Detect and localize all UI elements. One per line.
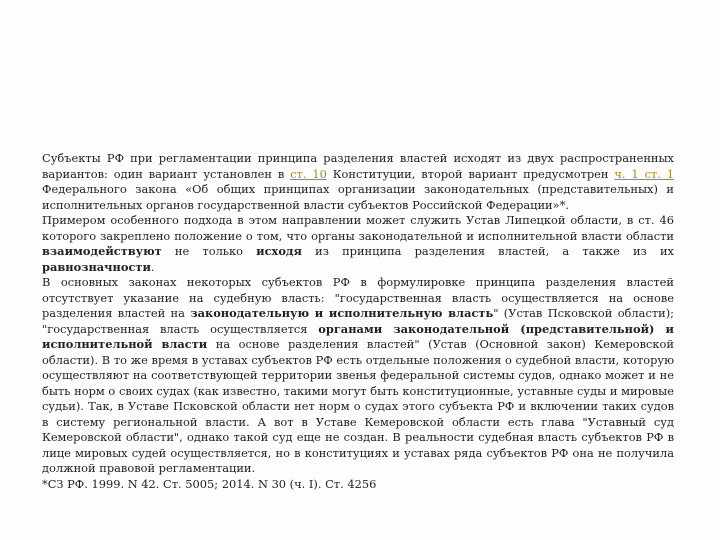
text-body <box>42 151 674 492</box>
paragraph-3 <box>42 275 674 477</box>
p2-bold-3: равнозначности <box>42 259 151 274</box>
p3-bold-2: органами законодательной (представительной) и исполнительной власти <box>42 321 674 351</box>
p3-text-c: на основе разделения властей" (Устав (Основной закон) Кемеровской области). В то же время в уставах субъектов РФ есть отдельные положения о судебной власти, которую осуществляют на соответствующей территории звенья федеральной системы судов, однако может и не быть норм о своих судах (как известно, такими могут быть конституционные, уставные суды и мировые судьи). Так, в Уставе Псковской области нет норм о судах этого субъекта РФ и включении таких судов в систему региональной власти. А вот в Уставе Кемеровской области есть глава "Уставный суд Кемеровской области", однако такой суд еще не создан. В реальности судебная власть субъектов РФ в лице мировых судей осуществляется, но в конституциях и уставах ряда субъектов РФ она не получила должной правовой регламентации. <box>42 337 674 475</box>
p2-text-d: . <box>150 259 155 274</box>
p3-text-a: В основных законах некоторых субъектов РФ в формулировке принципа разделения властей отсутствует указание на судебную власть: "государственная власть осуществляется на основе разделения властей на <box>42 275 674 320</box>
p2-text-a: Примером особенного подхода в этом направлении может служить Устав Липецкой области, в ст. 46 которого закреплено положение о том, что органы законодательной и исполнительной власти области <box>42 213 674 243</box>
paragraph-1 <box>42 151 674 213</box>
p3-bold-1: законодательную и исполнительную власть <box>190 306 494 320</box>
p3-text-b: " (Устав Псковской области); "государственная власть осуществляется <box>42 306 674 336</box>
p1-text-b: Конституции, второй вариант предусмотрен <box>326 166 615 181</box>
p1-text-c: Федерального закона «Об общих принципах организации законодательных (представительных) и исполнительных органов государственной власти субъектов Российской Федерации»*. <box>42 182 674 212</box>
footnote: *СЗ РФ. 1999. N 42. Ст. 5005; 2014. N 30 (ч. I). Ст. 4256 <box>42 476 377 491</box>
p1-text-a: Субъекты РФ при регламентации принципа разделения властей исходят из двух распространенных вариантов: один вариант установлен в <box>42 151 674 181</box>
link-part-1-article-1[interactable]: ч. 1 ст. 1 <box>614 166 674 181</box>
p2-text-b: не только <box>161 244 257 258</box>
p2-text-c: из принципа разделения властей, а также из их <box>301 244 674 258</box>
link-article-10[interactable]: ст. 10 <box>290 166 327 181</box>
p2-bold-2: исходя <box>256 244 302 258</box>
paragraph-2 <box>42 213 674 275</box>
p2-bold-1: взаимодействуют <box>42 244 162 258</box>
